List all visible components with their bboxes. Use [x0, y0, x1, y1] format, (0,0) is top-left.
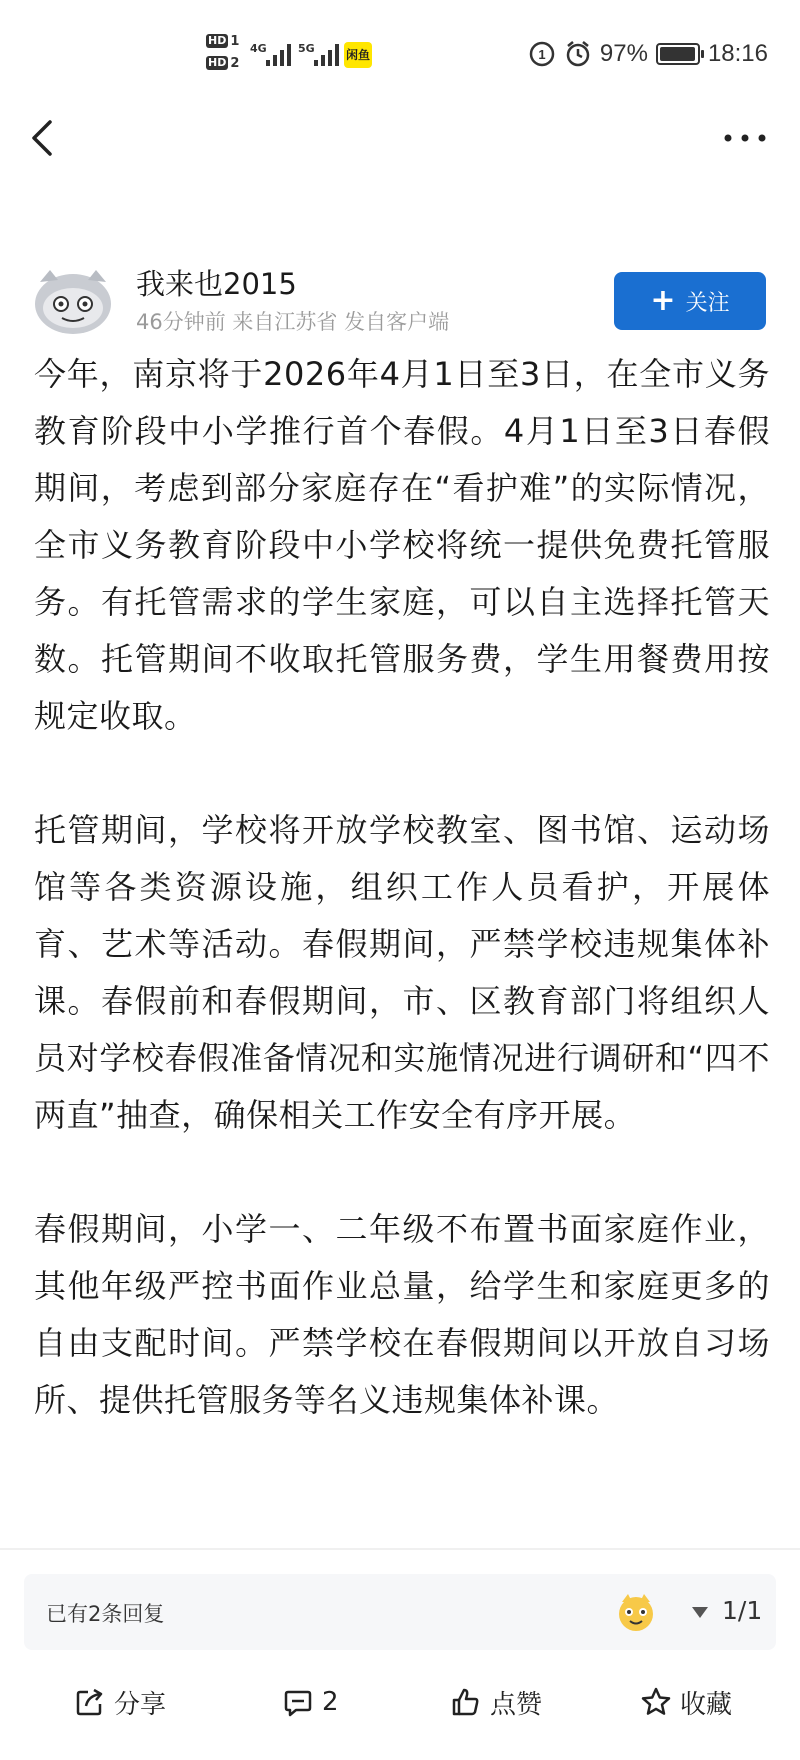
sim-indicators — [206, 30, 242, 80]
comment-count: 2 — [322, 1687, 339, 1717]
signal-bars-icon — [312, 42, 342, 68]
follow-button[interactable] — [614, 272, 766, 330]
chevron-left-icon[interactable] — [26, 116, 60, 160]
more-horizontal-icon[interactable] — [720, 128, 770, 148]
sim2-indicator: HD 2 — [208, 55, 240, 71]
sim1-indicator: HD 1 — [208, 33, 240, 49]
favorite-button[interactable] — [640, 1682, 732, 1722]
network-4g-signal: 4G — [250, 38, 294, 68]
reply-count[interactable]: 已有2条回复 — [46, 1602, 165, 1626]
thumbs-up-icon — [450, 1686, 482, 1718]
clock-time: 18:16 — [707, 40, 768, 67]
alarm-clock-icon — [564, 40, 592, 68]
battery-fill — [660, 47, 695, 61]
share-label: 分享 — [114, 1689, 167, 1720]
status-right-group — [528, 38, 768, 70]
like-button[interactable] — [450, 1682, 542, 1722]
article-paragraph: 托管期间，学校将开放学校教室、图书馆、运动场馆等各类资源设施，组织工作人员看护，开展体育、艺术等活动。春假期间，严禁学校违规集体补课。春假前和春假期间，市、区教育部门将组织人员对学校春假准备情况和实施情况进行调研和“四不两直”抽查，确保相关工作安全有序开展。 — [34, 811, 770, 1134]
action-bar — [0, 1660, 800, 1740]
battery-percent: 97% — [599, 40, 648, 67]
divider — [0, 1548, 800, 1550]
like-label: 点赞 — [490, 1689, 543, 1720]
avatar[interactable] — [32, 264, 114, 336]
post-meta: 46分钟前 来自江苏省 发自客户端 — [136, 310, 450, 334]
article-body — [34, 346, 770, 1486]
status-bar — [0, 0, 800, 110]
caret-down-icon[interactable] — [690, 1604, 710, 1620]
author-name[interactable]: 我来也2015 — [136, 267, 297, 301]
network-5g-signal: 5G — [298, 38, 342, 68]
share-button[interactable] — [74, 1682, 166, 1722]
signal-bars-icon — [264, 42, 294, 68]
comment-button[interactable] — [282, 1682, 339, 1722]
reply-bar[interactable] — [24, 1574, 776, 1650]
article-paragraph: 今年，南京将于2026年4月1日至3日，在全市义务教育阶段中小学推行首个春假。4月1日至3日春假期间，考虑到部分家庭存在“看护难”的实际情况，全市义务教育阶段中小学校将统一提供免费托管服务。有托管需求的学生家庭，可以自主选择托管天数。托管期间不收取托管服务费，学生用餐费用按规定收取。 — [34, 355, 770, 735]
page-indicator[interactable]: 1/1 — [722, 1596, 763, 1625]
emoji-face-icon[interactable] — [614, 1590, 658, 1634]
plus-icon: + — [650, 283, 676, 318]
follow-label: 关注 — [685, 290, 730, 316]
star-icon — [640, 1686, 672, 1718]
xianyu-app-icon: 闲鱼 — [344, 42, 372, 68]
favorite-label: 收藏 — [680, 1689, 733, 1720]
svg-text:1: 1 — [538, 47, 546, 62]
data-saver-icon — [528, 40, 556, 68]
share-icon — [74, 1686, 106, 1718]
battery-icon — [656, 43, 700, 65]
comment-icon — [282, 1686, 314, 1718]
article-paragraph: 春假期间，小学一、二年级不布置书面家庭作业，其他年级严控书面作业总量，给学生和家庭更多的自由支配时间。严禁学校在春假期间以开放自习场所、提供托管服务等名义违规集体补课。 — [34, 1210, 770, 1419]
